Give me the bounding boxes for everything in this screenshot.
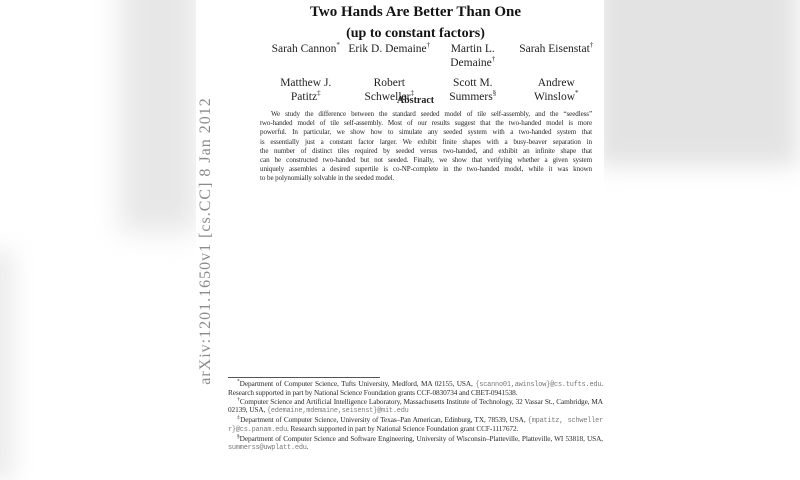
author-name: Martin L. Demaine — [450, 43, 495, 69]
abstract-paragraph — [260, 110, 592, 184]
abstract-heading: Abstract — [396, 95, 435, 106]
arxiv-watermark: arXiv:1201.1650v1 [cs.CC] 8 Jan 2012 — [197, 97, 214, 385]
footnote-text: . Research supported in part by National Science Foundation grants CCF-0830734 and CBET-0941538. — [228, 379, 603, 398]
footnote-text: . — [306, 442, 309, 452]
author-mark: † — [491, 55, 496, 64]
author-mark: ‡ — [317, 89, 321, 98]
abstract-line: can be constructed two-handed but not seeded. Finally, we show that verifying whether a given system — [260, 156, 592, 165]
abstract-line: powerful. In particular, we show how to simulate any seeded system with a two-handed system that — [260, 128, 592, 137]
footnote-email: {scanno01,awinslow}@cs.tufts.edu — [475, 381, 602, 389]
author-mark: † — [589, 41, 594, 50]
abstract-line: is essentially just a constant factor larger. We exhibit finite shapes with a busy-beaver separation in — [260, 137, 592, 146]
footnote-email: {edemaine,mdemaine,seisenst}@mit.edu — [266, 407, 409, 416]
author-name: Andrew Winslow — [533, 77, 576, 103]
author-cell — [264, 42, 348, 70]
author-mark: § — [492, 89, 497, 98]
footnote-mark: § — [237, 433, 240, 440]
author-mark: * — [336, 41, 340, 50]
author-cell — [431, 42, 515, 70]
footnote-text: Computer Science and Artificial Intelligence Laboratory, Massachusetts Institute of Technology, 32 Vassar St., Cambridge, MA 02139, USA, — [228, 396, 603, 415]
author-name: Scott M. Summers — [449, 77, 493, 103]
footnote-mark: † — [237, 396, 240, 403]
paper-title: Two Hands Are Better Than One — [310, 4, 521, 20]
author-name: Sarah Eisenstat — [519, 43, 590, 55]
footnote-text: . Research supported in part by National Science Foundation grant CCF-1117672. — [287, 424, 519, 434]
paper-page — [196, 0, 604, 453]
abstract-line: uniquely assembles a desired supertile is co-NP-complete in the two-handed model, while it was known — [260, 165, 592, 174]
author-name: Matthew J. Patitz — [280, 77, 332, 103]
author-mark: † — [426, 41, 431, 50]
footnote-block — [228, 377, 603, 453]
footnote — [228, 398, 603, 416]
footnote-rule — [228, 377, 380, 378]
background-blur-band-left — [120, 0, 198, 232]
author-mark: ‡ — [410, 89, 414, 98]
author-mark: * — [575, 89, 579, 98]
author-cell — [515, 42, 599, 70]
paper-subtitle: (up to constant factors) — [346, 26, 485, 41]
background-blur-strip-bottom-left — [0, 250, 14, 480]
abstract-line: We study the difference between the standard seeded model of tile self-assembly, and the “seedless” — [271, 110, 592, 118]
footnote — [228, 416, 603, 435]
author-name: Erik D. Demaine — [348, 43, 427, 55]
footnote-text: Department of Computer Science, Tufts University, Medford, MA 02155, USA, — [239, 379, 476, 388]
footnote-email: {mpatitz, schwellerr}@cs.panam.edu — [228, 416, 603, 435]
abstract-line: the number of distinct tiles required by seeded versus two-handed, and exhibit an infinite shape that — [260, 146, 592, 155]
author-name: Robert Schweller — [364, 77, 411, 103]
background-blur-blob-right — [596, 0, 798, 166]
abstract-line: to be polynomially solvable in the seeded model. — [260, 174, 395, 183]
footnote-email: summerss@uwplatt.edu — [228, 444, 307, 453]
footnote-text: Department of Computer Science and Software Engineering, University of Wisconsin–Platteville, Platteville, WI 53818, USA, — [239, 433, 603, 443]
title-block — [228, 0, 603, 43]
footnote — [228, 380, 603, 398]
abstract-line: two-handed model of tile self-assembly. Most of our results suggest that the two-handed model is more — [260, 119, 592, 128]
footnote-text: Department of Computer Science, University of Texas–Pan American, Edinburg, TX, 78539, USA, — [240, 414, 528, 424]
author-cell — [348, 42, 432, 70]
author-name: Sarah Cannon — [271, 43, 337, 55]
footnote-mark: * — [237, 378, 240, 385]
footnote-mark: ‡ — [237, 414, 241, 421]
